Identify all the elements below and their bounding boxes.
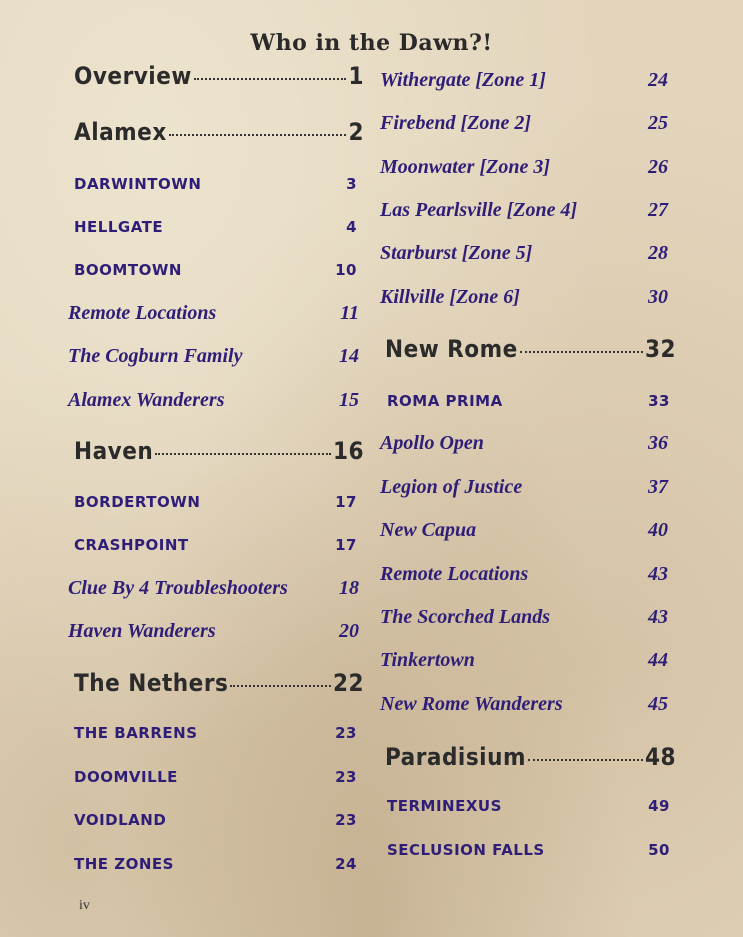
toc-entry-label: New Capua <box>380 518 477 541</box>
toc-entry-sub <box>370 237 668 269</box>
toc-entry-section <box>370 743 676 775</box>
toc-entry-page: 10 <box>335 261 357 279</box>
toc-entry-page: 33 <box>648 392 670 410</box>
toc-entry-sub <box>370 427 668 459</box>
toc-entry-section <box>0 62 364 94</box>
toc-entry-label: Haven <box>74 437 154 465</box>
toc-entry-page: 22 <box>332 669 364 697</box>
toc-entry-page: 48 <box>644 743 676 771</box>
dot-leader <box>169 134 347 136</box>
toc-entry-page: 36 <box>648 431 668 454</box>
page-title: Who in the Dawn?! <box>250 30 493 56</box>
toc-entry-sub <box>0 297 359 329</box>
toc-entry-label: HELLGATE <box>74 218 164 236</box>
toc-entry-label: SECLUSION FALLS <box>387 841 545 859</box>
toc-entry-sub <box>0 340 359 372</box>
toc-entry-page: 17 <box>335 536 357 554</box>
toc-entry-page: 30 <box>648 285 668 308</box>
toc-entry-place <box>0 717 357 749</box>
toc-entry-place <box>0 761 357 793</box>
toc-entry-page: 43 <box>648 605 668 628</box>
toc-entry-section <box>0 118 364 150</box>
toc-entry-label: DOOMVILLE <box>74 768 178 786</box>
toc-entry-label: DARWINTOWN <box>74 175 202 193</box>
dot-leader <box>155 453 331 455</box>
toc-entry-page: 27 <box>648 198 668 221</box>
toc-entry-page: 23 <box>335 724 357 742</box>
toc-entry-sub <box>370 194 668 226</box>
toc-entry-place <box>0 168 357 200</box>
toc-entry-page: 1 <box>348 62 364 90</box>
dot-leader <box>230 685 331 687</box>
toc-entry-place <box>0 211 357 243</box>
toc-entry-label: Overview <box>74 62 192 90</box>
toc-entry-sub <box>370 644 668 676</box>
toc-entry-label: Apollo Open <box>380 431 484 454</box>
toc-entry-sub <box>370 558 668 590</box>
toc-entry-page: 45 <box>648 692 668 715</box>
toc-entry-page: 3 <box>346 175 357 193</box>
toc-entry-sub <box>370 688 668 720</box>
toc-entry-page: 15 <box>339 388 359 411</box>
toc-entry-label: VOIDLAND <box>74 811 167 829</box>
toc-entry-label: Killville [Zone 6] <box>380 285 520 308</box>
toc-entry-label: Withergate [Zone 1] <box>380 68 546 91</box>
toc-entry-page: 37 <box>648 475 668 498</box>
toc-entry-label: New Rome <box>385 335 518 363</box>
toc-entry-section <box>370 335 676 367</box>
toc-entry-page: 20 <box>339 619 359 642</box>
toc-entry-page: 28 <box>648 241 668 264</box>
toc-entry-page: 24 <box>335 855 357 873</box>
toc-entry-page: 23 <box>335 811 357 829</box>
toc-entry-label: The Nethers <box>74 669 229 697</box>
toc-entry-sub <box>370 471 668 503</box>
toc-entry-section <box>0 669 364 701</box>
toc-entry-section <box>0 437 364 469</box>
toc-entry-label: Firebend [Zone 2] <box>380 111 532 134</box>
toc-entry-label: The Cogburn Family <box>68 344 243 367</box>
toc-entry-page: 2 <box>348 118 364 146</box>
toc-entry-sub <box>370 151 668 183</box>
toc-entry-label: New Rome Wanderers <box>380 692 563 715</box>
toc-entry-label: THE ZONES <box>74 855 174 873</box>
toc-entry-label: ROMA PRIMA <box>387 392 503 410</box>
toc-entry-place <box>0 848 357 880</box>
dot-leader <box>194 78 347 80</box>
toc-entry-page: 44 <box>648 648 668 671</box>
toc-entry-page: 26 <box>648 155 668 178</box>
toc-entry-page: 32 <box>644 335 676 363</box>
toc-entry-label: Clue By 4 Troubleshooters <box>68 576 288 599</box>
toc-entry-page: 11 <box>340 301 359 324</box>
toc-entry-page: 24 <box>648 68 668 91</box>
toc-entry-page: 17 <box>335 493 357 511</box>
toc-entry-sub <box>370 281 668 313</box>
toc-entry-label: BORDERTOWN <box>74 493 201 511</box>
toc-entry-label: Legion of Justice <box>380 475 523 498</box>
toc-entry-label: Paradisium <box>385 743 526 771</box>
toc-entry-place <box>0 804 357 836</box>
toc-entry-page: 25 <box>648 111 668 134</box>
toc-entry-page: 23 <box>335 768 357 786</box>
toc-entry-label: Alamex Wanderers <box>68 388 225 411</box>
toc-entry-page: 49 <box>648 797 670 815</box>
toc-entry-sub <box>370 107 668 139</box>
toc-entry-page: 40 <box>648 518 668 541</box>
toc-entry-sub <box>370 514 668 546</box>
toc-entry-page: 4 <box>346 218 357 236</box>
toc-entry-place <box>370 385 670 417</box>
toc-entry-label: Moonwater [Zone 3] <box>380 155 550 178</box>
toc-entry-label: Las Pearlsville [Zone 4] <box>380 198 578 221</box>
dot-leader <box>528 759 643 761</box>
page-number: iv <box>79 898 90 913</box>
toc-entry-page: 50 <box>648 841 670 859</box>
toc-entry-label: Starburst [Zone 5] <box>380 241 533 264</box>
toc-entry-page: 43 <box>648 562 668 585</box>
toc-entry-place <box>0 529 357 561</box>
toc-entry-label: Alamex <box>74 118 167 146</box>
toc-entry-place <box>370 834 670 866</box>
toc-entry-sub <box>370 64 668 96</box>
toc-entry-label: Haven Wanderers <box>68 619 216 642</box>
toc-entry-label: BOOMTOWN <box>74 261 182 279</box>
toc-entry-place <box>370 790 670 822</box>
toc-entry-place <box>0 486 357 518</box>
toc-entry-label: TERMINEXUS <box>387 797 502 815</box>
dot-leader <box>520 351 643 353</box>
toc-entry-label: CRASHPOINT <box>74 536 189 554</box>
toc-entry-label: Remote Locations <box>380 562 529 585</box>
toc-entry-sub <box>0 615 359 647</box>
toc-entry-sub <box>0 572 359 604</box>
toc-entry-place <box>0 254 357 286</box>
toc-entry-label: The Scorched Lands <box>380 605 550 628</box>
toc-entry-sub <box>370 601 668 633</box>
toc-entry-label: THE BARRENS <box>74 724 198 742</box>
toc-entry-page: 16 <box>332 437 364 465</box>
toc-entry-label: Tinkertown <box>380 648 475 671</box>
toc-entry-page: 14 <box>339 344 359 367</box>
toc-entry-label: Remote Locations <box>68 301 217 324</box>
toc-entry-sub <box>0 384 359 416</box>
toc-entry-page: 18 <box>339 576 359 599</box>
